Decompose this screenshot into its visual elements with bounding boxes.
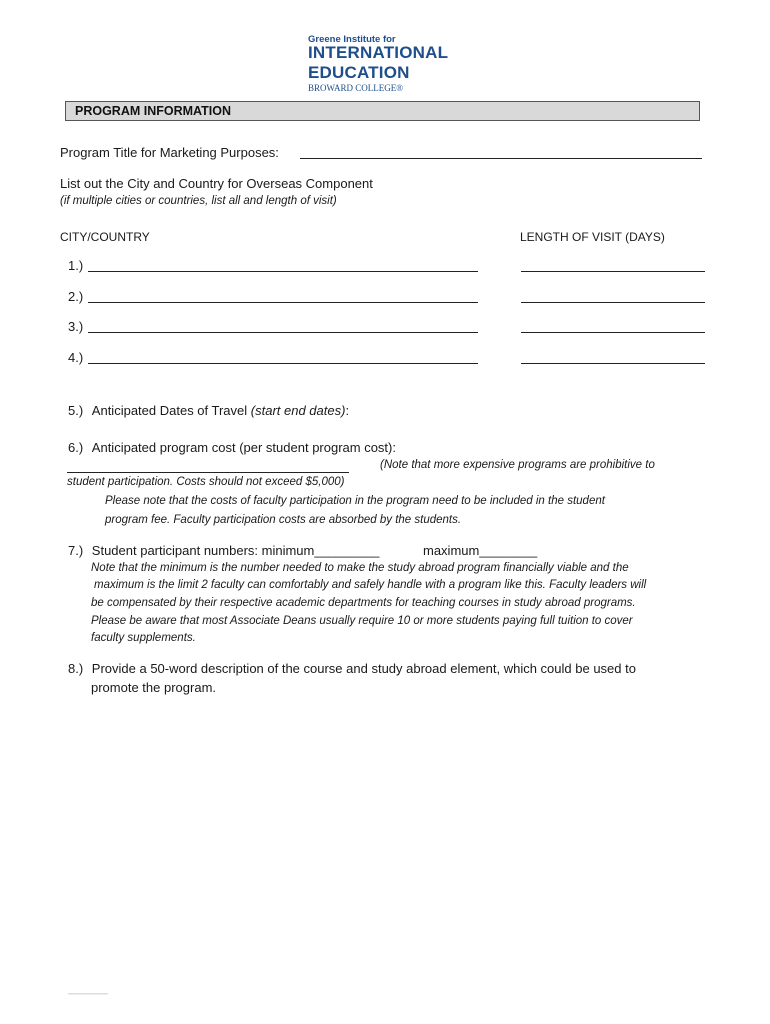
- question-7-note-4: Please be aware that most Associate Deans usually require 10 or more students paying full tuition to cover: [91, 615, 633, 627]
- question-8: [68, 661, 636, 676]
- question-6: [68, 440, 396, 455]
- logo-line-4: BROWARD COLLEGE®: [308, 83, 404, 93]
- section-title: PROGRAM INFORMATION: [75, 104, 232, 118]
- question-5-number: 5.): [68, 403, 84, 418]
- question-7-min-text: Student participant numbers: minimum_________: [91, 543, 380, 558]
- question-5: [68, 403, 349, 418]
- city-country-header: CITY/COUNTRY: [60, 230, 150, 244]
- cities-note: (if multiple cities or countries, list all and length of visit): [60, 195, 337, 207]
- question-7-number: 7.): [68, 543, 84, 558]
- cities-heading: List out the City and Country for Overseas Component: [60, 176, 373, 191]
- question-5-text: Anticipated Dates of Travel: [91, 403, 251, 418]
- length-row-1-field[interactable]: [521, 271, 705, 272]
- length-row-2-field[interactable]: [521, 302, 705, 303]
- city-row-2-field[interactable]: [88, 302, 478, 303]
- city-row-4-number: 4.): [68, 350, 84, 365]
- logo-line-3: EDUCATION: [308, 63, 410, 82]
- logo-line-1: Greene Institute for: [308, 34, 396, 45]
- program-cost-field[interactable]: [67, 472, 349, 473]
- city-row-3-number: 3.): [68, 319, 84, 334]
- city-row-4-field[interactable]: [88, 363, 478, 364]
- question-8-line-1: Provide a 50-word description of the course and study abroad element, which could be used to: [91, 661, 636, 676]
- question-5-italic: (start end dates): [250, 403, 346, 418]
- program-title-field[interactable]: [300, 158, 702, 159]
- question-7-note-1: Note that the minimum is the number needed to make the study abroad program financially viable and the: [91, 562, 629, 574]
- question-7-note-3: be compensated by their respective academic departments for teaching courses in study abroad programs.: [91, 597, 636, 609]
- city-row-1-field[interactable]: [88, 271, 478, 272]
- question-7-max-text: maximum________: [423, 543, 538, 558]
- question-8-number: 8.): [68, 661, 84, 676]
- length-row-3-field[interactable]: [521, 332, 705, 333]
- length-row-4-field[interactable]: [521, 363, 705, 364]
- city-row-3-field[interactable]: [88, 332, 478, 333]
- question-7-note-2: maximum is the limit 2 faculty can comfortably and safely handle with a program like this. Faculty leaders will: [94, 579, 647, 591]
- question-7-note-5: faculty supplements.: [91, 632, 196, 644]
- question-6-note-1: (Note that more expensive programs are prohibitive to: [380, 459, 655, 471]
- institute-logo: [308, 34, 468, 94]
- question-5-colon: :: [345, 403, 350, 418]
- section-header: [65, 101, 700, 121]
- question-6-note-2: student participation. Costs should not exceed $5,000): [67, 476, 345, 488]
- logo-line-2: INTERNATIONAL: [308, 43, 449, 62]
- question-7: [68, 543, 379, 558]
- question-6-note-4: program fee. Faculty participation costs are absorbed by the students.: [105, 514, 462, 526]
- footer-mark: [68, 992, 108, 998]
- city-row-2-number: 2.): [68, 289, 84, 304]
- city-row-1-number: 1.): [68, 258, 84, 273]
- question-6-note-3: Please note that the costs of faculty participation in the program need to be included in the student: [105, 495, 605, 507]
- question-6-number: 6.): [68, 440, 84, 455]
- footer-mark-graphic: [68, 992, 108, 996]
- question-8-line-2: promote the program.: [91, 680, 217, 695]
- question-6-text: Anticipated program cost (per student program cost):: [91, 440, 396, 455]
- length-of-visit-header: LENGTH OF VISIT (DAYS): [520, 230, 665, 244]
- program-title-label: Program Title for Marketing Purposes:: [60, 145, 279, 160]
